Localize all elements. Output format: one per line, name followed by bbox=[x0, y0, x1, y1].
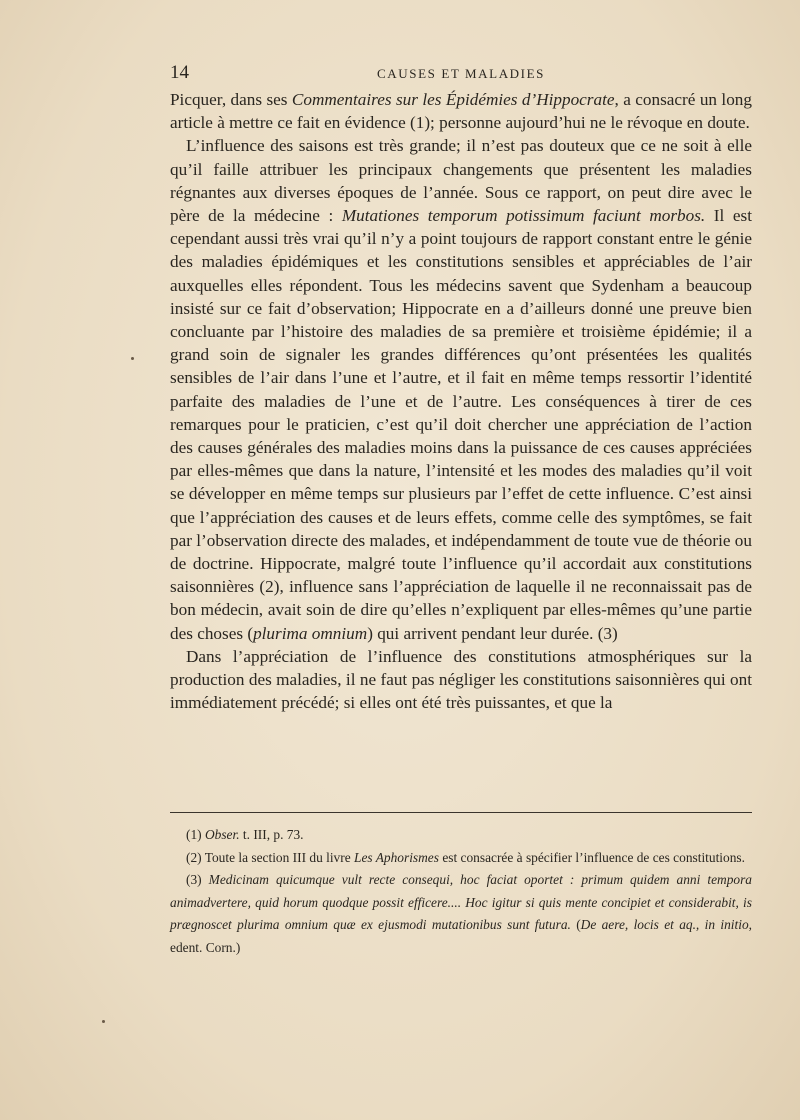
footnotes bbox=[170, 824, 752, 959]
footnote bbox=[170, 847, 752, 870]
footnote-rule bbox=[170, 812, 752, 813]
footnote bbox=[170, 824, 752, 847]
italic-text: Commentaires sur les Épidémies d’Hippocrate bbox=[291, 90, 615, 109]
footnote bbox=[170, 869, 752, 959]
main-text bbox=[170, 88, 752, 714]
italic-text: plurima omnium bbox=[253, 623, 368, 643]
text-run: (3) bbox=[186, 872, 209, 887]
text-run: est consacrée à spécifier l’influence de ces constitutions. bbox=[438, 849, 745, 865]
page-number: 14 bbox=[170, 62, 189, 83]
italic-text: Mutationes temporum potissimum faciunt morbos. bbox=[341, 206, 706, 226]
text-run: ) qui arrivent pendant leur durée. (3) bbox=[367, 623, 618, 643]
text-run: , a consacré un long article à mettre ce fait en évidence (1); personne aujourd’hui ne le révoque en doute. bbox=[170, 90, 752, 133]
paragraph bbox=[170, 88, 752, 134]
text-run: (1) bbox=[186, 827, 205, 842]
paragraph bbox=[170, 645, 752, 715]
paragraph bbox=[170, 134, 752, 644]
running-head: CAUSES ET MALADIES bbox=[377, 66, 545, 81]
paper-speck bbox=[131, 357, 134, 360]
page-header bbox=[170, 62, 752, 84]
italic-text: Les Aphorismes bbox=[354, 849, 439, 865]
text-run: ( bbox=[570, 917, 581, 932]
paper-speck bbox=[102, 1020, 105, 1023]
text-run: Picquer, dans ses bbox=[170, 90, 292, 109]
italic-text: Obser. bbox=[204, 827, 240, 842]
italic-text: Medicinam quicumque vult recte consequi, hoc faciat oportet : primum quidem anni tempora animadvertere, quid horum quodque possit efficere.... Hoc igitur si quis mente concipiet et considerabit, is prægnoscet plurima omnium quæ ex ejusmodi mutationibus sunt futura. bbox=[170, 872, 752, 932]
text-run: t. III, p. 73. bbox=[239, 827, 304, 842]
text-run: L’influence des saisons est très grande; il n’est pas douteux que ce ne soit à elle qu’il faille attribuer les principaux changements que présentent les maladies régnantes aux diverses époques de l’année. Sous ce rapport, on peut dire avec le père de la médecine : bbox=[170, 136, 752, 226]
text-run: , edent. Corn.) bbox=[170, 917, 752, 955]
text-run: Il est cependant aussi très vrai qu’il n’y a point toujours de rapport constant entre le génie des maladies épidémiques et les constitutions sensibles et appréciables de l’air auxquelles elles répondent. Tous les médecins savent que Sydenham a beaucoup insisté sur ce fait d’observation; Hippocrate en a d’ailleurs donné une preuve bien concluante par l’histoire des maladies de sa première et troisième épidémie; il a grand soin de signaler les grandes différences qu’ont présentées les qualités sensibles de l’air dans l’une et l’autre, et il fait en même temps ressortir l’identité parfaite des maladies de l’une et de l’autre. Les conséquences à tirer de ces remarques pour le praticien, c’est qu’il doit chercher une appréciation de l’action des causes générales des maladies moins dans la puissance de ces causes appréciées par elles-mêmes que dans la nature, l’intensité et les modes des maladies qu’il voit se développer en même temps sur plusieurs par l’effet de cette influence. C’est ainsi que l’appréciation des causes et de leurs effets, comme celle des symptômes, se fait par l’observation directe des malades, et indépendamment de toute vue de théorie ou de doctrine. Hippocrate, malgré toute l’influence qu’il accordait aux constitutions saisonnières (2), influence sans l’appréciation de laquelle il ne reconnaissait pas de bon médecin, avait soin de dire qu’elles n’expliquent par elles-mêmes qu’une partie des choses ( bbox=[170, 206, 752, 643]
italic-text: De aere, locis et aq., in initio bbox=[580, 917, 749, 932]
text-run: Dans l’appréciation de l’influence des constitutions atmosphériques sur la production des maladies, il ne faut pas négliger les constitutions saisonnières qui ont immédiatement précédé; si elles ont été très puissantes, et que la bbox=[170, 646, 752, 713]
text-run: (2) Toute la section III du livre bbox=[186, 849, 355, 865]
